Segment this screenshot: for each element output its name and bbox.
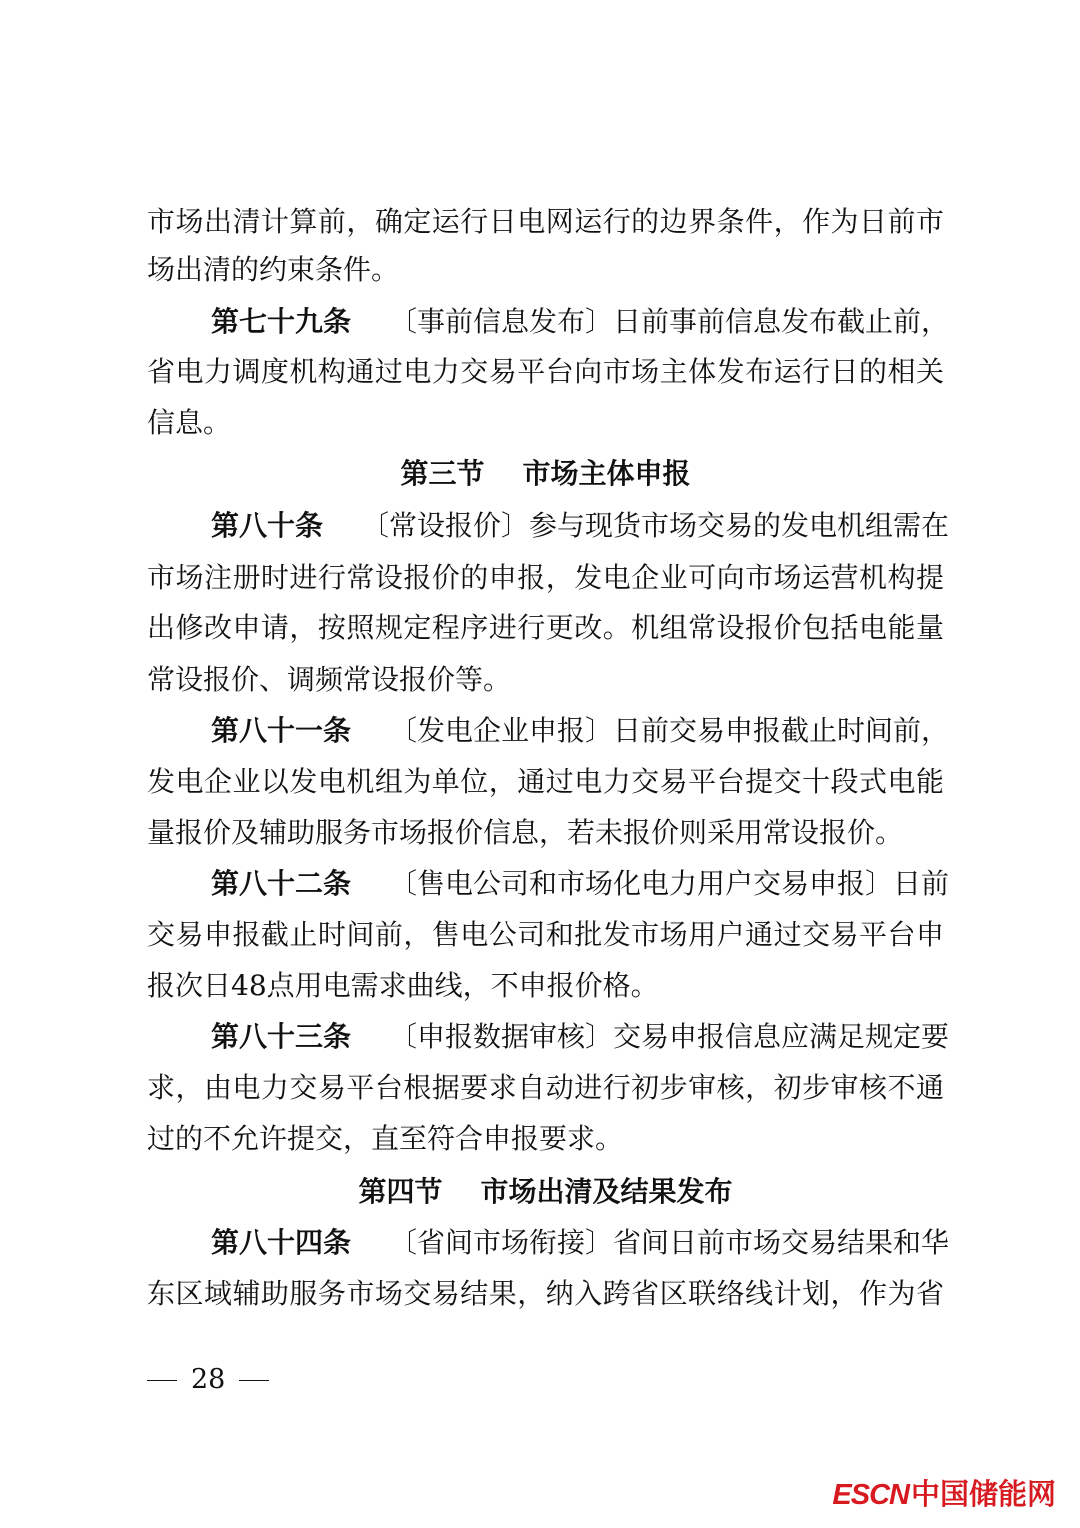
text-line: 量报价及辅助服务市场报价信息，若未报价则采用常设报价。 [147,816,904,849]
article-number: 第八十条 [211,509,324,542]
text-line: 过的不允许提交，直至符合申报要求。 [147,1122,624,1155]
article-number: 第八十四条 [211,1226,352,1259]
text-line: 发电企业以发电机组为单位，通过电力交易平台提交十段式电能 [147,765,944,798]
text-line: 场出清的约束条件。 [147,253,400,286]
page-number: 28 [147,1360,269,1400]
text-line: 出修改申请，按照规定程序进行更改。机组常设报价包括电能量 [147,611,944,644]
article-number: 第八十二条 [211,867,352,900]
watermark-cn: 中国储能网 [910,1479,1056,1511]
escn-watermark-logo [832,1472,1056,1513]
article-number: 第七十九条 [211,305,352,338]
dash-left [147,1380,177,1381]
text-line: 交易申报截止时间前，售电公司和批发市场用户通过交易平台申 [147,918,944,951]
watermark-en: ESCN [832,1479,909,1511]
text-line: 市场出清计算前，确定运行日电网运行的边界条件，作为日前市 [147,205,944,238]
text-line: 报次日48点用电需求曲线，不申报价格。 [147,969,659,1002]
article-84-line: 第八十四条 〔省间市场衔接〕省间日前市场交易结果和华 [211,1226,950,1259]
text-line: 市场注册时进行常设报价的申报，发电企业可向市场运营机构提 [147,561,944,594]
dash-right [239,1380,269,1381]
article-number: 第八十三条 [211,1020,352,1053]
section-heading: 第三节 市场主体申报 [400,457,691,490]
article-80-line: 第八十条 〔常设报价〕参与现货市场交易的发电机组需在 [211,509,950,542]
text-line: 省电力调度机构通过电力交易平台向市场主体发布运行日的相关 [147,355,944,388]
article-number: 第八十一条 [211,714,352,747]
article-81-line: 第八十一条 〔发电企业申报〕日前交易申报截止时间前， [211,714,950,747]
article-83-line: 第八十三条 〔申报数据审核〕交易申报信息应满足规定要 [211,1020,950,1053]
article-79-line: 第七十九条 〔事前信息发布〕日前事前信息发布截止前， [211,305,950,338]
text-line: 东区域辅助服务市场交易结果，纳入跨省区联络线计划，作为省 [147,1277,944,1310]
text-line: 常设报价、调频常设报价等。 [147,663,512,696]
text-line: 求，由电力交易平台根据要求自动进行初步审核，初步审核不通 [147,1071,944,1104]
text-line: 信息。 [147,406,232,439]
section-heading: 第四节 市场出清及结果发布 [358,1175,733,1208]
article-82-line: 第八十二条 〔售电公司和市场化电力用户交易申报〕日前 [211,867,950,900]
